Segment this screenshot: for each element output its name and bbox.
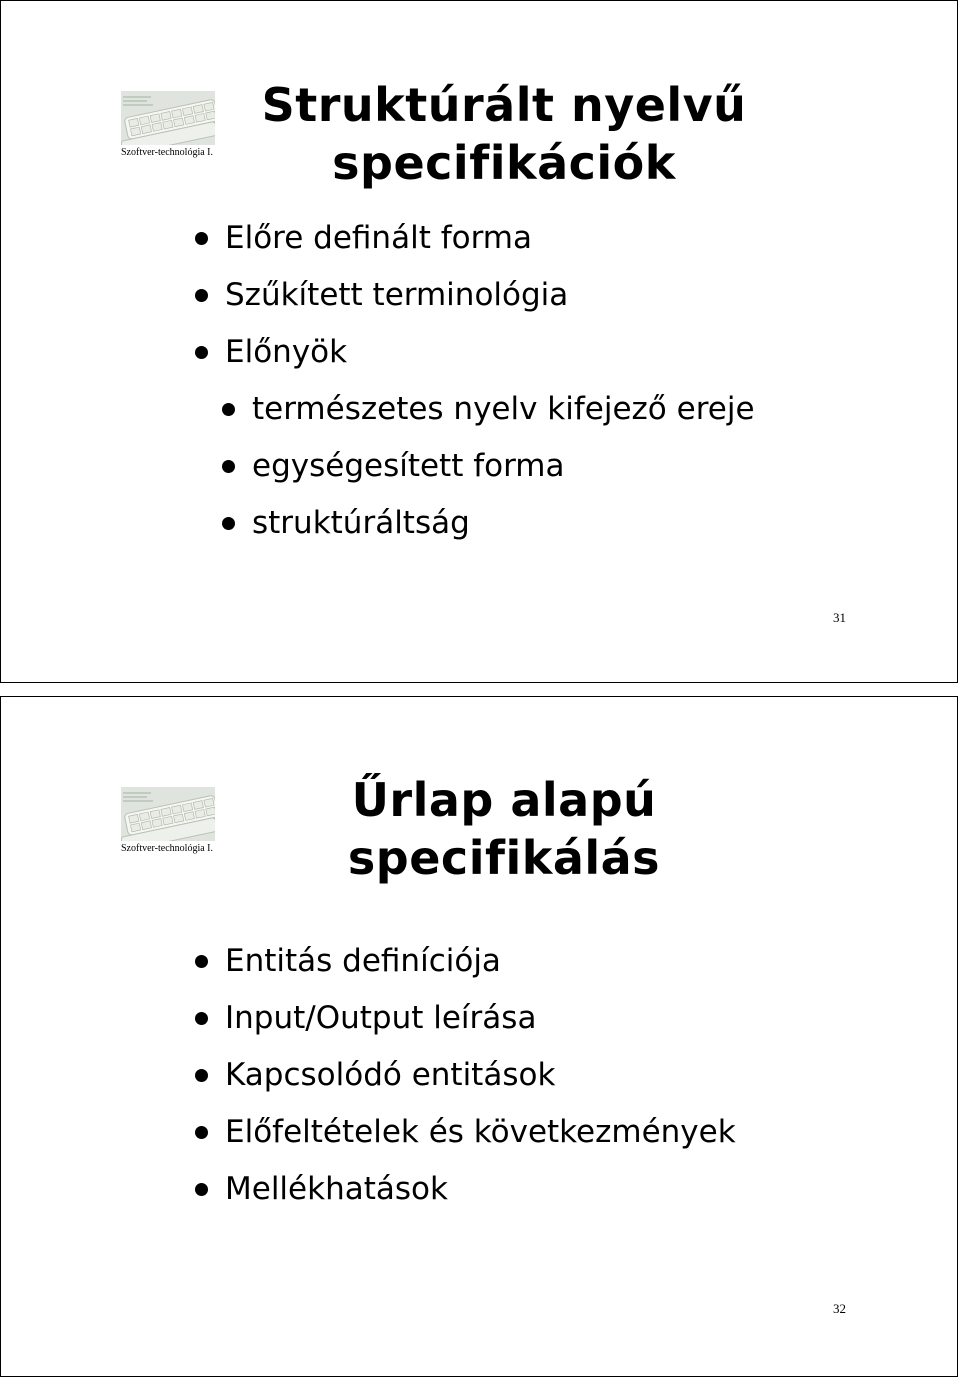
bullet-item — [225, 1104, 736, 1161]
bullet-dot-icon — [195, 1126, 208, 1139]
bullet-dot-icon — [195, 1183, 208, 1196]
sub-bullet-item — [252, 495, 755, 552]
bullet-item — [225, 933, 736, 990]
bullet-dot-icon — [195, 232, 208, 245]
bullet-text: Entitás definíciója — [225, 943, 501, 979]
logo-caption: Szoftver-technológia I. — [121, 843, 213, 854]
bullet-text: struktúráltság — [252, 505, 470, 541]
bullet-item — [225, 990, 736, 1047]
logo-caption: Szoftver-technológia I. — [121, 147, 213, 158]
title-line-2: specifikálás — [347, 831, 661, 885]
bullet-text: Előfeltételek és következmények — [225, 1114, 736, 1150]
bullet-item — [225, 1161, 736, 1218]
bullet-text: Input/Output leírása — [225, 1000, 537, 1036]
bullet-list — [225, 210, 755, 552]
bullet-dot-icon — [195, 1069, 208, 1082]
bullet-dot-icon — [195, 955, 208, 968]
bullet-item — [225, 210, 755, 267]
slide-32 — [0, 696, 958, 1377]
bullet-text: Mellékhatások — [225, 1171, 448, 1207]
slide-31 — [0, 0, 958, 683]
title-line-1: Struktúrált nyelvű — [261, 78, 747, 132]
bullet-text: egységesített forma — [252, 448, 565, 484]
page-number: 31 — [833, 610, 846, 625]
slide-title — [181, 76, 827, 192]
bullet-dot-icon — [222, 403, 235, 416]
bullet-dot-icon — [222, 517, 235, 530]
bullet-list — [225, 933, 736, 1218]
title-line-2: specifikációk — [332, 136, 676, 190]
bullet-dot-icon — [195, 289, 208, 302]
page-number: 32 — [833, 1301, 846, 1316]
bullet-text: Előre definált forma — [225, 220, 532, 256]
bullet-item — [225, 267, 755, 324]
slide-title — [181, 771, 827, 887]
bullet-text: Szűkített terminológia — [225, 277, 569, 313]
bullet-text: Kapcsolódó entitások — [225, 1057, 556, 1093]
bullet-text: Előnyök — [225, 334, 348, 370]
bullet-dot-icon — [195, 1012, 208, 1025]
sub-bullet-item — [252, 381, 755, 438]
bullet-dot-icon — [195, 346, 208, 359]
bullet-item — [225, 1047, 736, 1104]
bullet-text: természetes nyelv kifejező ereje — [252, 391, 755, 427]
bullet-dot-icon — [222, 460, 235, 473]
sub-bullet-item — [252, 438, 755, 495]
title-line-1: Űrlap alapú — [351, 773, 657, 827]
bullet-item — [225, 324, 755, 381]
